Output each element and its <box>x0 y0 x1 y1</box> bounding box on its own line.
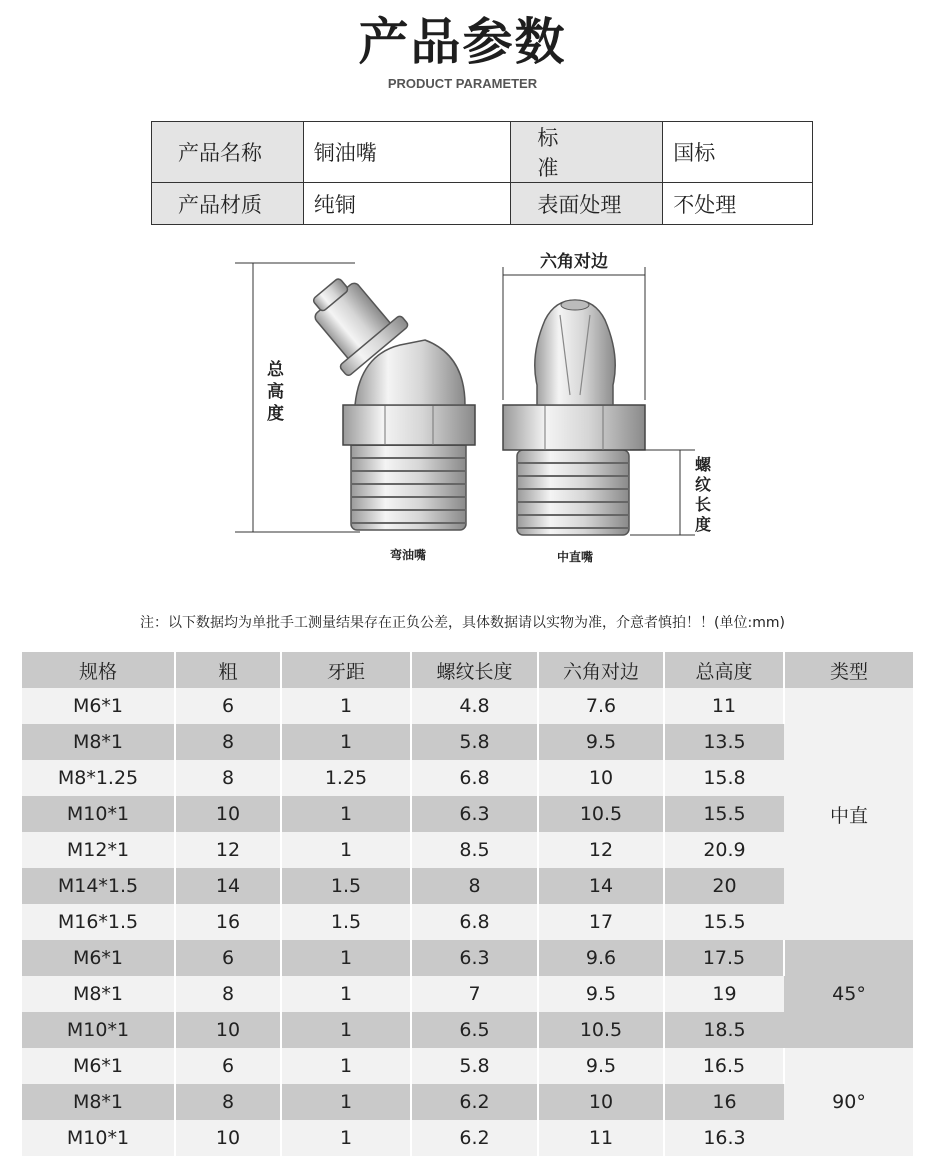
table-cell: 7.6 <box>538 688 664 724</box>
table-cell: 10 <box>175 796 281 832</box>
table-cell: M8*1 <box>22 724 175 760</box>
table-cell: 8.5 <box>411 832 538 868</box>
table-cell: M10*1 <box>22 1120 175 1156</box>
table-row <box>22 1012 913 1048</box>
table-cell: 1 <box>281 976 411 1012</box>
table-cell: 14 <box>175 868 281 904</box>
table-cell: 18.5 <box>664 1012 784 1048</box>
table-row <box>22 1048 913 1084</box>
table-cell: 1 <box>281 688 411 724</box>
header-cell: 螺纹长度 <box>411 652 538 688</box>
basic-value: 国标 <box>663 122 813 183</box>
table-row <box>22 1084 913 1120</box>
table-row <box>22 832 913 868</box>
spec-table <box>22 652 913 1156</box>
basic-value: 铜油嘴 <box>303 122 511 183</box>
straight-nipple-image <box>503 300 645 535</box>
header-cell: 规格 <box>22 652 175 688</box>
table-cell: 5.8 <box>411 724 538 760</box>
table-cell: 10.5 <box>538 796 664 832</box>
table-cell: 15.5 <box>664 796 784 832</box>
height-label-3: 度 <box>267 404 284 424</box>
header-cell: 牙距 <box>281 652 411 688</box>
table-cell: 6.8 <box>411 760 538 796</box>
table-row <box>22 1120 913 1156</box>
table-cell: 6 <box>175 688 281 724</box>
table-cell: 20.9 <box>664 832 784 868</box>
basic-key: 产品材质 <box>152 183 304 225</box>
table-cell: M12*1 <box>22 832 175 868</box>
table-cell: M8*1.25 <box>22 760 175 796</box>
table-cell: 9.5 <box>538 724 664 760</box>
table-cell: 13.5 <box>664 724 784 760</box>
table-cell: 6 <box>175 1048 281 1084</box>
table-cell: 8 <box>411 868 538 904</box>
basic-key: 表面处理 <box>511 183 663 225</box>
table-cell: 6.2 <box>411 1084 538 1120</box>
table-row <box>22 976 913 1012</box>
table-row <box>22 796 913 832</box>
table-cell: M10*1 <box>22 796 175 832</box>
table-cell: M16*1.5 <box>22 904 175 940</box>
table-cell: 12 <box>175 832 281 868</box>
table-cell: M14*1.5 <box>22 868 175 904</box>
basic-key: 产品名称 <box>152 122 304 183</box>
table-cell: M10*1 <box>22 1012 175 1048</box>
spec-table-body <box>22 688 913 1156</box>
table-cell: 8 <box>175 760 281 796</box>
table-cell: 6 <box>175 940 281 976</box>
table-cell: M8*1 <box>22 976 175 1012</box>
table-cell: 8 <box>175 1084 281 1120</box>
header-cell: 总高度 <box>664 652 784 688</box>
thread-label-1: 螺 <box>695 455 712 474</box>
table-cell: 9.5 <box>538 1048 664 1084</box>
table-cell: 16 <box>664 1084 784 1120</box>
table-row <box>22 724 913 760</box>
table-cell: 1 <box>281 796 411 832</box>
table-row <box>22 904 913 940</box>
table-cell: 17 <box>538 904 664 940</box>
table-cell: 10 <box>538 1084 664 1120</box>
table-cell: 10 <box>538 760 664 796</box>
basic-value: 纯铜 <box>303 183 511 225</box>
page-title: 产品参数 <box>358 13 567 71</box>
table-cell: 7 <box>411 976 538 1012</box>
table-cell: 1.5 <box>281 868 411 904</box>
table-cell: 4.8 <box>411 688 538 724</box>
basic-info-table <box>151 121 813 225</box>
height-label-2: 高 <box>267 382 284 402</box>
table-cell: 10 <box>175 1120 281 1156</box>
table-cell: 14 <box>538 868 664 904</box>
thread-label-4: 度 <box>695 515 712 534</box>
table-cell: 1.25 <box>281 760 411 796</box>
table-cell: 17.5 <box>664 940 784 976</box>
table-cell: 1 <box>281 832 411 868</box>
table-row <box>22 760 913 796</box>
table-cell: 10 <box>175 1012 281 1048</box>
bent-nipple-image <box>295 263 475 530</box>
table-cell: 1 <box>281 1012 411 1048</box>
table-cell: 1 <box>281 1084 411 1120</box>
table-cell: 9.6 <box>538 940 664 976</box>
measurement-note: 注：以下数据均为单批手工测量结果存在正负公差，具体数据请以实物为准，介意者慎拍！！(单位:mm) <box>140 615 785 631</box>
table-cell: 16.3 <box>664 1120 784 1156</box>
table-row <box>22 688 913 724</box>
thread-dimension <box>630 450 695 535</box>
hex-label: 六角对边 <box>540 252 608 272</box>
table-cell: 9.5 <box>538 976 664 1012</box>
table-cell: 6.8 <box>411 904 538 940</box>
basic-key-text: 标准 <box>537 126 607 180</box>
table-cell: 1 <box>281 724 411 760</box>
table-cell: M6*1 <box>22 688 175 724</box>
table-cell: 8 <box>175 724 281 760</box>
table-cell: 8 <box>175 976 281 1012</box>
table-cell: 1 <box>281 940 411 976</box>
table-cell: M6*1 <box>22 940 175 976</box>
thread-label-3: 长 <box>695 495 712 514</box>
table-cell: 1 <box>281 1048 411 1084</box>
table-cell: 16 <box>175 904 281 940</box>
table-cell: 15.5 <box>664 904 784 940</box>
table-cell: 15.8 <box>664 760 784 796</box>
table-cell: 6.3 <box>411 796 538 832</box>
type-cell: 90° <box>784 1048 913 1156</box>
basic-key <box>511 122 663 183</box>
type-cell: 中直 <box>784 688 913 940</box>
table-cell: 1.5 <box>281 904 411 940</box>
product-diagram <box>225 245 725 585</box>
table-cell: 20 <box>664 868 784 904</box>
header-cell: 粗 <box>175 652 281 688</box>
table-cell: 1 <box>281 1120 411 1156</box>
table-cell: 11 <box>664 688 784 724</box>
basic-info-row <box>152 122 813 183</box>
table-cell: 6.5 <box>411 1012 538 1048</box>
table-row <box>22 868 913 904</box>
table-cell: 6.2 <box>411 1120 538 1156</box>
table-cell: 11 <box>538 1120 664 1156</box>
table-row <box>22 940 913 976</box>
table-cell: 5.8 <box>411 1048 538 1084</box>
basic-value: 不处理 <box>663 183 813 225</box>
table-cell: 16.5 <box>664 1048 784 1084</box>
table-cell: 6.3 <box>411 940 538 976</box>
straight-caption: 中直嘴 <box>556 550 594 564</box>
header-cell: 六角对边 <box>538 652 664 688</box>
spec-header-row <box>22 652 913 688</box>
table-cell: M6*1 <box>22 1048 175 1084</box>
thread-label-2: 纹 <box>695 475 712 494</box>
height-label-1: 总 <box>267 360 284 380</box>
basic-info-row <box>152 183 813 225</box>
page-subtitle: PRODUCT PARAMETER <box>387 76 538 91</box>
type-cell: 45° <box>784 940 913 1048</box>
table-cell: 19 <box>664 976 784 1012</box>
table-cell: 10.5 <box>538 1012 664 1048</box>
table-cell: 12 <box>538 832 664 868</box>
header-cell: 类型 <box>784 652 913 688</box>
table-cell: M8*1 <box>22 1084 175 1120</box>
bent-caption: 弯油嘴 <box>389 548 427 562</box>
